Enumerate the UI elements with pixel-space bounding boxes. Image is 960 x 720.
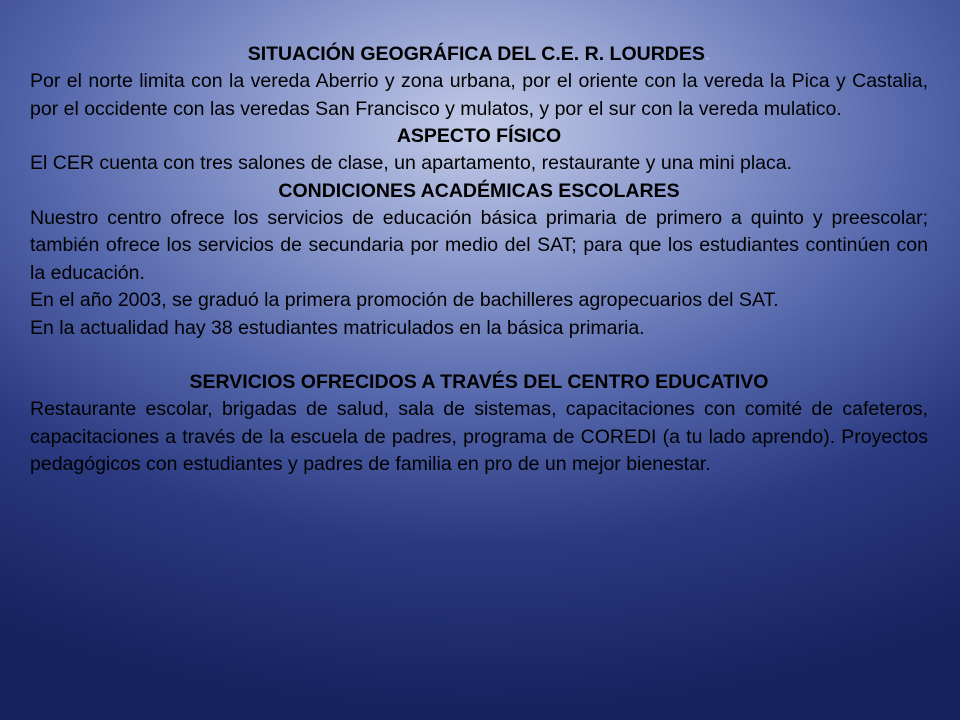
physical-paragraph: El CER cuenta con tres salones de clase, un apartamento, restaurante y una mini placa. xyxy=(30,152,793,174)
heading-physical: ASPECTO FÍSICO xyxy=(396,125,562,147)
heading-services: SERVICIOS OFRECIDOS A TRAVÉS DEL CENTRO EDUCATIVO xyxy=(189,371,769,393)
location-paragraph: Por el norte limita con la vereda Aberrio y zona urbana, por el oriente con la vereda la Pica y Castalia, por el occidente con las veredas San Francisco y mulatos, y por el sur con la vereda mulatico. xyxy=(30,70,928,120)
heading-academic: CONDICIONES ACADÉMICAS ESCOLARES xyxy=(278,179,680,202)
heading-location-text: SITUACIÓN GEOGRÁFICA DEL C.E. R. LOURDES xyxy=(247,43,705,65)
slide-content xyxy=(30,41,928,701)
academic-paragraph-3: En la actualidad hay 38 estudiantes matriculados en la básica primaria. xyxy=(30,316,645,339)
heading-location xyxy=(30,41,928,68)
academic-paragraph-1: Nuestro centro ofrece los servicios de educación básica primaria de primero a quinto y preescolar; también ofrece los servicios de secundaria por medio del SAT; para que los estudiantes continúen con la educación. xyxy=(30,206,928,284)
heading-location-dot: . xyxy=(704,43,711,65)
services-paragraph: Restaurante escolar, brigadas de salud, sala de sistemas, capacitaciones con comité de cafeteros, capacitaciones a través de la escuela de padres, programa de COREDI (a tu lado aprendo). Proyectos pedagógicos con estudiantes y padres de familia en pro de un mejor bienestar. xyxy=(30,398,928,475)
blank-line xyxy=(30,342,928,369)
academic-paragraph-2: En el año 2003, se graduó la primera promoción de bachilleres agropecuarios del SAT. xyxy=(30,289,779,311)
